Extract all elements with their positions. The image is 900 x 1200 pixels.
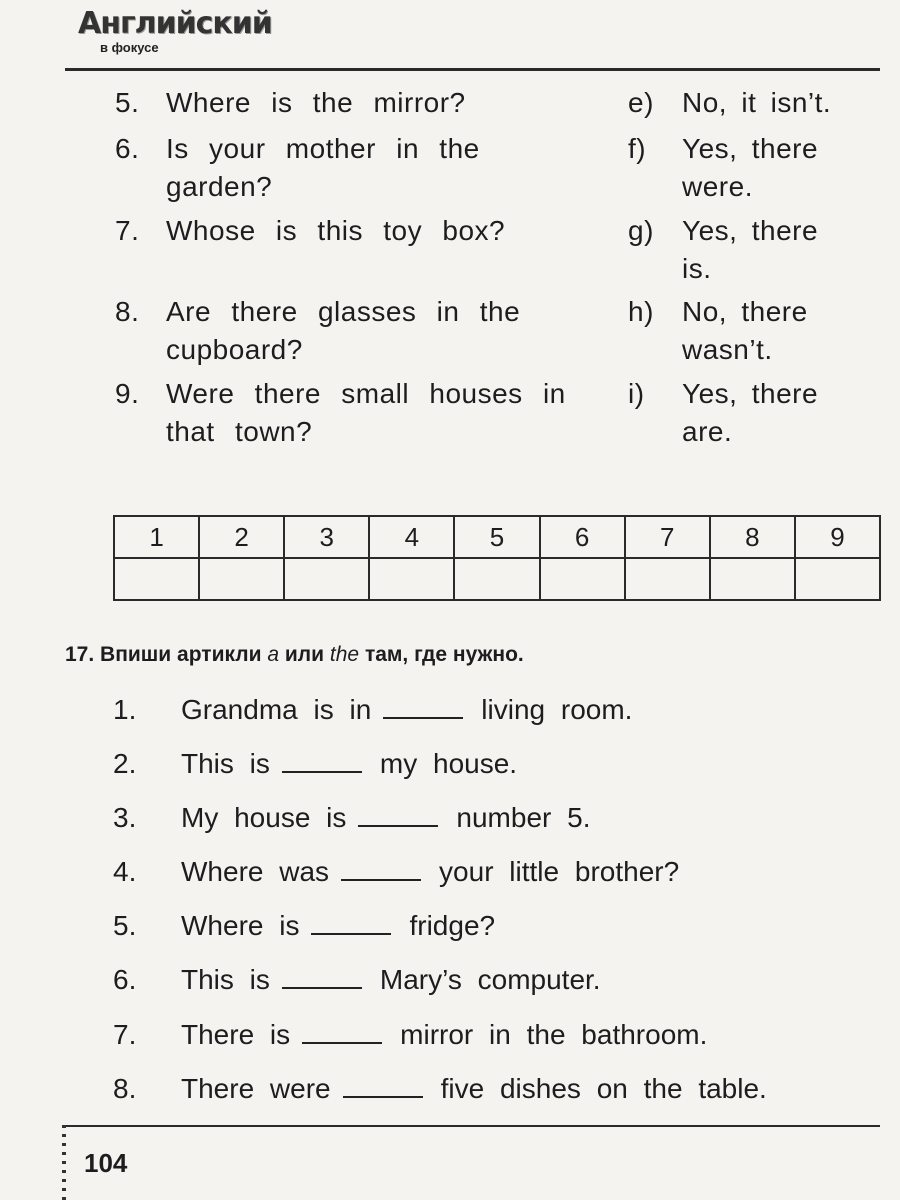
answer-letter: e): [628, 87, 654, 118]
question-text: Are there glasses in the cupboard?: [166, 296, 521, 365]
item-number: 7.: [113, 1019, 137, 1050]
grid-answer-row: [114, 558, 880, 600]
logo-title: Английский: [78, 6, 272, 41]
answer-blank[interactable]: [282, 745, 362, 773]
question-text: Is your mother in the garden?: [166, 133, 480, 202]
question-number: 6.: [115, 133, 140, 164]
answer-text: No, there wasn’t.: [682, 296, 808, 365]
question-number: 7.: [115, 215, 140, 246]
item-text-after: mirror in the bathroom.: [400, 1019, 708, 1050]
instruction-part: там, где нужно.: [364, 643, 524, 666]
grid-number: 7: [625, 516, 710, 558]
grid-number: 3: [284, 516, 369, 558]
question-number: 8.: [115, 296, 140, 327]
article-a: a: [267, 643, 280, 666]
grid-number: 5: [454, 516, 539, 558]
grid-answer-cell[interactable]: [625, 558, 710, 600]
grid-answer-cell[interactable]: [540, 558, 625, 600]
answer-text: Yes, there is.: [682, 215, 819, 284]
item-number: 4.: [113, 856, 137, 887]
item-text-before: My house is: [181, 802, 347, 833]
bottom-divider: [65, 1125, 880, 1127]
grid-answer-cell[interactable]: [369, 558, 454, 600]
item-text-after: my house.: [379, 748, 518, 779]
item-text-after: fridge?: [409, 910, 496, 941]
item-number: 3.: [113, 802, 137, 833]
answer-blank[interactable]: [383, 691, 463, 719]
item-text-before: Where is: [181, 910, 300, 941]
grid-number: 8: [710, 516, 795, 558]
answer-blank[interactable]: [343, 1070, 423, 1098]
answer-blank[interactable]: [311, 907, 391, 935]
dotted-margin: [62, 1125, 66, 1200]
answer-blank[interactable]: [282, 961, 362, 989]
question-text: Where is the mirror?: [166, 87, 466, 118]
item-text-after: your little brother?: [439, 856, 680, 887]
item-number: 2.: [113, 748, 137, 779]
grid-number: 4: [369, 516, 454, 558]
grid-number: 9: [795, 516, 880, 558]
item-text-before: This is: [181, 964, 270, 995]
item-text-before: This is: [181, 748, 270, 779]
answer-letter: i): [628, 378, 645, 409]
item-number: 5.: [113, 910, 137, 941]
item-number: 8.: [113, 1073, 137, 1104]
grid-answer-cell[interactable]: [199, 558, 284, 600]
item-text-before: There is: [181, 1019, 291, 1050]
item-text-before: There were: [181, 1073, 331, 1104]
item-text-before: Where was: [181, 856, 330, 887]
book-logo: [78, 6, 272, 58]
exercise-heading: [65, 643, 524, 667]
item-text-after: living room.: [481, 694, 633, 725]
question-text: Were there small houses in that town?: [166, 378, 566, 447]
page-number: 104: [84, 1148, 128, 1178]
grid-answer-cell[interactable]: [284, 558, 369, 600]
question-number: 9.: [115, 378, 140, 409]
grid-answer-cell[interactable]: [795, 558, 880, 600]
grid-number: 1: [114, 516, 199, 558]
grid-number: 6: [540, 516, 625, 558]
item-text-before: Grandma is in: [181, 694, 372, 725]
item-text-after: five dishes on the table.: [440, 1073, 767, 1104]
item-text-after: number 5.: [456, 802, 591, 833]
answer-text: Yes, there were.: [682, 133, 819, 202]
answer-blank[interactable]: [358, 799, 438, 827]
answer-blank[interactable]: [341, 853, 421, 881]
grid-number: 2: [199, 516, 284, 558]
top-divider: [65, 68, 880, 71]
grid-answer-cell[interactable]: [114, 558, 199, 600]
answer-text: No, it isn’t.: [682, 87, 832, 118]
logo-subtitle: в фокусе: [100, 40, 159, 55]
item-number: 1.: [113, 694, 137, 725]
item-text-after: Mary’s computer.: [379, 964, 601, 995]
answer-letter: f): [628, 133, 647, 164]
instruction-part: Впиши артикли: [100, 643, 262, 666]
answer-text: Yes, there are.: [682, 378, 819, 447]
question-text: Whose is this toy box?: [166, 215, 506, 246]
answer-letter: g): [628, 215, 654, 246]
answer-letter: h): [628, 296, 654, 327]
instruction-or: или: [284, 643, 325, 666]
question-number: 5.: [115, 87, 140, 118]
exercise-number: 17.: [65, 643, 95, 666]
answer-blank[interactable]: [302, 1016, 382, 1044]
grid-answer-cell[interactable]: [454, 558, 539, 600]
answer-grid: [113, 515, 881, 601]
article-the: the: [329, 643, 360, 666]
grid-number-row: [114, 516, 880, 558]
item-number: 6.: [113, 964, 137, 995]
grid-answer-cell[interactable]: [710, 558, 795, 600]
